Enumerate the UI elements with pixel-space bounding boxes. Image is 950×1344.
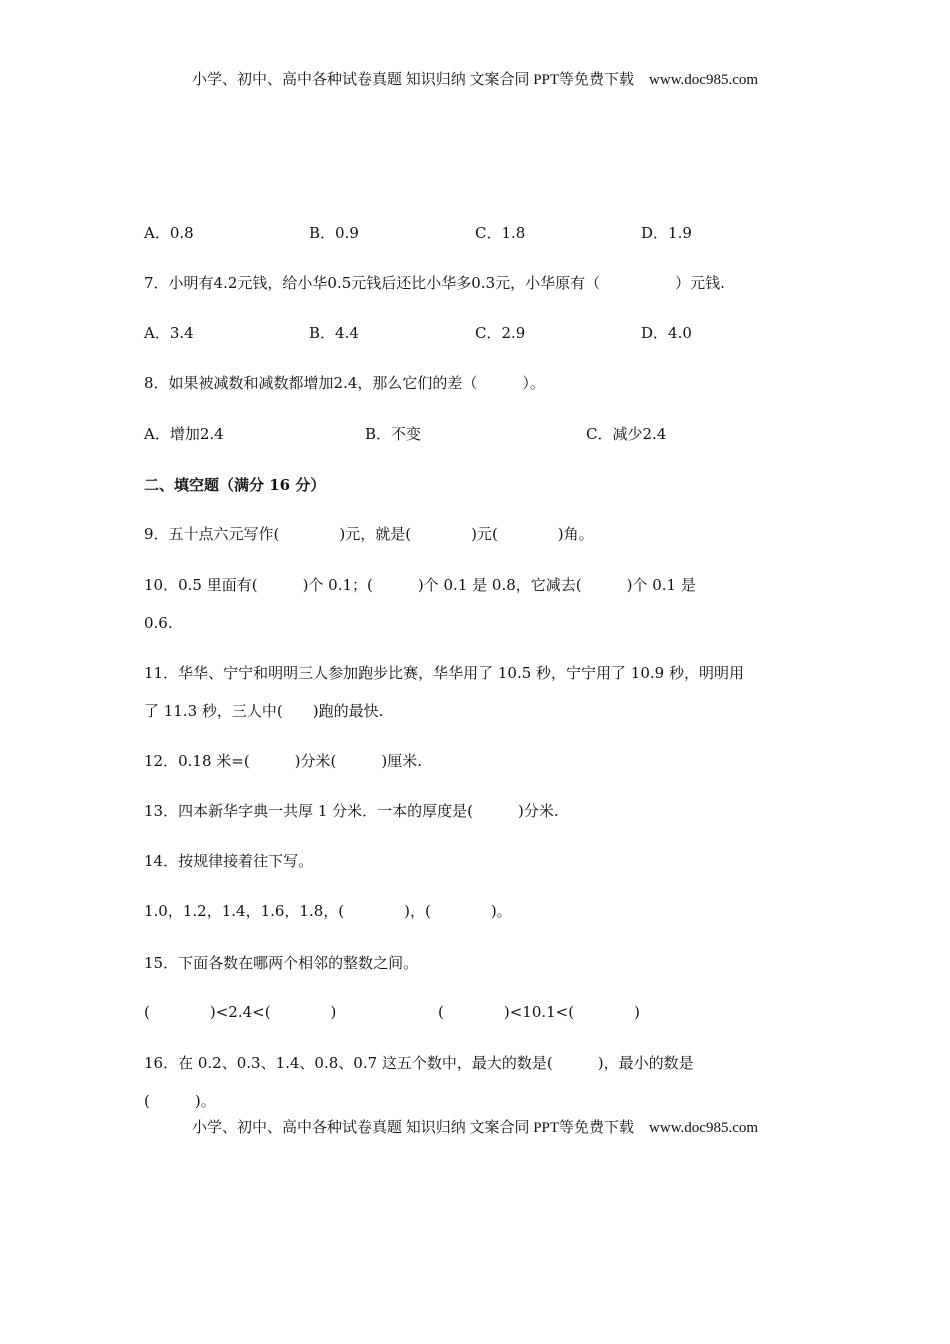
- section-title: 二、填空题（满分 16 分）: [144, 476, 326, 494]
- q15-left-blank: ( )<2.4<( ): [144, 1003, 337, 1021]
- q7-option-c: C．2.9: [475, 324, 526, 342]
- q8-option-c: C．减少2.4: [586, 425, 667, 443]
- q6-option-b: B．0.9: [309, 224, 359, 242]
- q8-option-b: B．不变: [365, 425, 422, 443]
- q7-stem: 7．小明有4.2元钱，给小华0.5元钱后还比小华多0.3元，小华原有（ ）元钱.: [144, 274, 725, 292]
- q8-stem: 8．如果被减数和减数都增加2.4，那么它们的差（ ）。: [144, 374, 545, 392]
- q9: 9．五十点六元写作( )元，就是( )元( )角。: [144, 525, 594, 543]
- page-footer: 小学、初中、高中各种试卷真题 知识归纳 文案合同 PPT等免费下载 www.doc985.com: [191, 1120, 759, 1136]
- q12: 12．0.18 米=( )分米( )厘米.: [144, 752, 422, 770]
- q7-option-d: D．4.0: [641, 324, 692, 342]
- q7-option-b: B．4.4: [309, 324, 359, 342]
- q7-option-a: A．3.4: [144, 324, 194, 342]
- q16-line2: ( )。: [144, 1092, 216, 1110]
- q14-stem: 14．按规律接着往下写。: [144, 852, 314, 870]
- q15-right-blank: ( )<10.1<( ): [438, 1003, 640, 1021]
- q13: 13．四本新华字典一共厚 1 分米．一本的厚度是( )分米.: [144, 802, 559, 820]
- q6-option-a: A．0.8: [144, 224, 194, 242]
- q11-line1: 11．华华、宁宁和明明三人参加跑步比赛，华华用了 10.5 秒，宁宁用了 10.9 秒，明明用: [144, 664, 744, 682]
- q8-option-a: A．增加2.4: [144, 425, 224, 443]
- q14-sequence: 1.0，1.2，1.4，1.6，1.8，( )，( )。: [144, 902, 512, 920]
- q6-option-c: C．1.8: [475, 224, 526, 242]
- q11-line2: 了 11.3 秒，三人中( )跑的最快.: [144, 702, 384, 720]
- q10-line1: 10．0.5 里面有( )个 0.1；( )个 0.1 是 0.8，它减去( )个 0.1 是: [144, 576, 696, 594]
- q10-line2: 0.6.: [144, 614, 173, 632]
- q16-line1: 16．在 0.2、0.3、1.4、0.8、0.7 这五个数中，最大的数是( )，最小的数是: [144, 1054, 694, 1072]
- q6-option-d: D．1.9: [641, 224, 692, 242]
- q15-stem: 15．下面各数在哪两个相邻的整数之间。: [144, 954, 419, 972]
- page-header: 小学、初中、高中各种试卷真题 知识归纳 文案合同 PPT等免费下载 www.doc985.com: [191, 72, 759, 88]
